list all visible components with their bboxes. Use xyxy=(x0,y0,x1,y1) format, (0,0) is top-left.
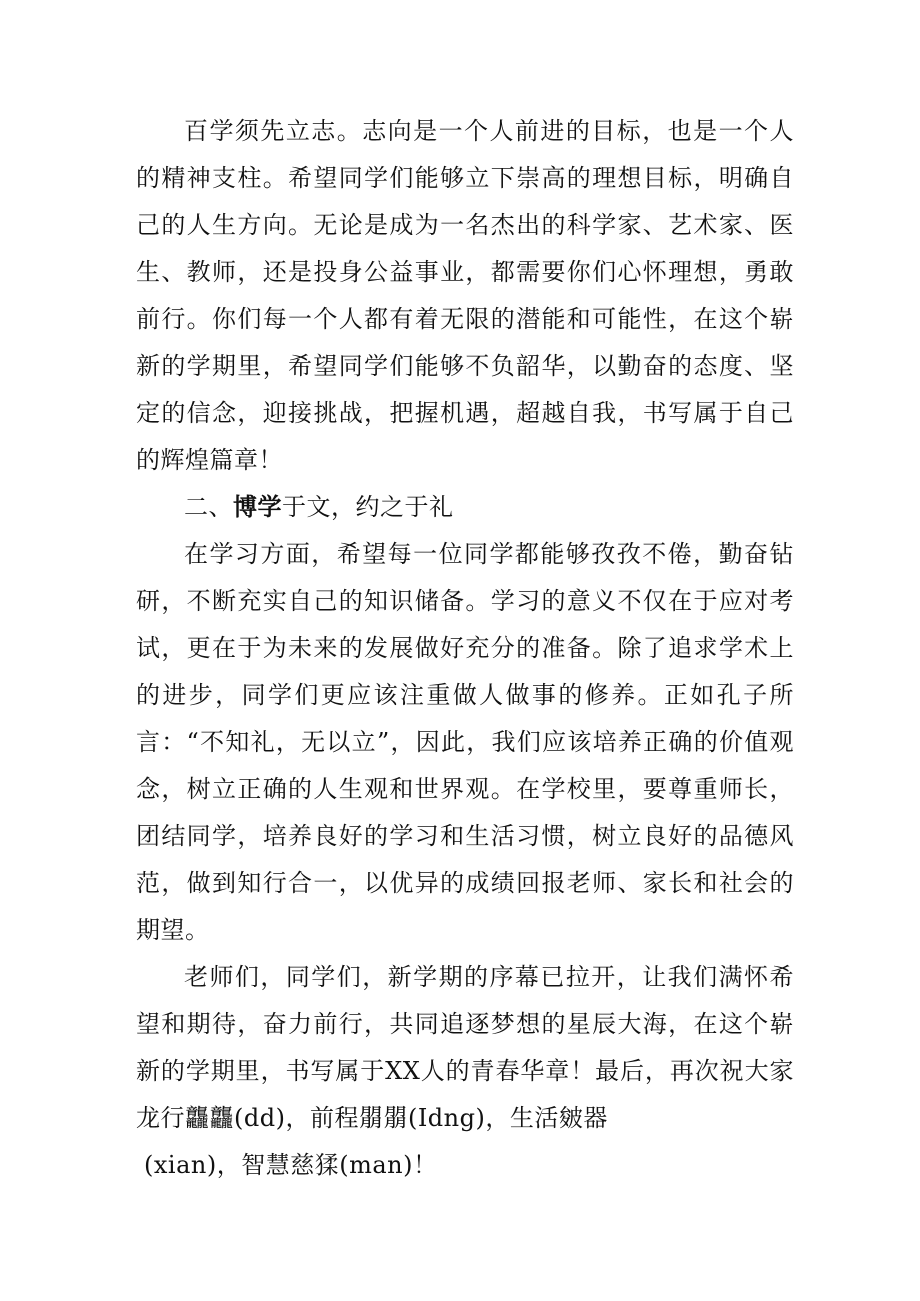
section-heading-2 xyxy=(136,484,794,531)
heading-rest-text: 于文，约之于礼 xyxy=(282,493,454,521)
heading-bold-text: 博学 xyxy=(233,493,282,521)
paragraph-closing: 老师们，同学们，新学期的序幕已拉开，让我们满怀希望和期待，奋力前行，共同追逐梦想的星辰大海，在这个崭新的学期里，书写属于XX人的青春华章！最后，再次祝大家龙行龘龘(dd)，前程朤朤(Idng)，生活皴器 xyxy=(136,963,794,1132)
document-body xyxy=(136,108,794,1189)
heading-number: 二、 xyxy=(184,493,233,521)
paragraph-aspiration: 百学须先立志。志向是一个人前进的目标，也是一个人的精神支柱。希望同学们能够立下崇高的理想目标，明确自己的人生方向。无论是成为一名杰出的科学家、艺术家、医生、教师，还是投身公益事业，都需要你们心怀理想，勇敢前行。你们每一个人都有着无限的潜能和可能性，在这个崭新的学期里，希望同学们能够不负韶华，以勤奋的态度、坚定的信念，迎接挑战，把握机遇，超越自我，书写属于自己的辉煌篇章！ xyxy=(136,117,794,474)
paragraph-closing-tail: (xian)，智慧慈猱(man)！ xyxy=(144,1151,438,1179)
paragraph-learning: 在学习方面，希望每一位同学都能够孜孜不倦，勤奋钻研，不断充实自己的知识储备。学习的意义不仅在于应对考试，更在于为未来的发展做好充分的准备。除了追求学术上的进步，同学们更应该注重做人做事的修养。正如孔子所言：“不知礼，无以立”，因此，我们应该培养正确的价值观念，树立正确的人生观和世界观。在学校里，要尊重师长，团结同学，培养良好的学习和生活习惯，树立良好的品德风范，做到知行合一，以优异的成绩回报老师、家长和社会的期望。 xyxy=(136,540,794,944)
